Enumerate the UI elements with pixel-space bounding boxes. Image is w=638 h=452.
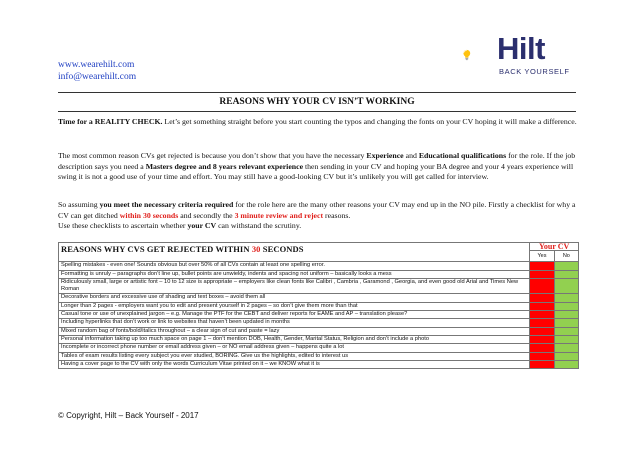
yes-checkbox[interactable] — [530, 278, 554, 294]
logo-tagline: BACK YOURSELF — [499, 67, 570, 76]
p2-experience: Experience — [366, 151, 404, 160]
yes-checkbox[interactable] — [530, 352, 554, 360]
document-title: REASONS WHY YOUR CV ISN’T WORKING — [58, 92, 576, 112]
email-link[interactable]: info@wearehilt.com — [58, 72, 137, 82]
logo-name: Hilt — [497, 31, 545, 66]
no-checkbox[interactable] — [554, 278, 578, 294]
checklist-intro-paragraph — [58, 200, 580, 232]
no-checkbox[interactable] — [554, 344, 578, 352]
p3-three-minute: 3 minute review and reject — [234, 210, 324, 220]
rejection-reason-paragraph — [58, 151, 580, 183]
table-row — [59, 270, 579, 278]
yes-column-header: Yes — [530, 251, 554, 262]
table-row — [59, 327, 579, 335]
no-checkbox[interactable] — [554, 360, 578, 368]
yes-checkbox[interactable] — [530, 344, 554, 352]
p3-text-h: Use these checklists to ascertain whether — [58, 221, 188, 230]
p3-text-e: and secondly the — [178, 210, 235, 220]
no-checkbox[interactable] — [554, 294, 578, 302]
p3-your-cv: your CV — [187, 221, 217, 230]
yes-checkbox[interactable] — [530, 262, 554, 270]
table-heading — [59, 243, 530, 262]
table-row — [59, 335, 579, 343]
row-reason: Spelling mistakes - even one! Sounds obvious but over 50% of all CVs contain at least one spelling error. — [59, 262, 530, 270]
yes-checkbox[interactable] — [530, 335, 554, 343]
p2-text-e: for the role. If the job description says you need a — [58, 151, 576, 171]
no-checkbox[interactable] — [554, 262, 578, 270]
yes-checkbox[interactable] — [530, 360, 554, 368]
row-reason: Including hyperlinks that don’t work or link to websites that haven’t been updated in months — [59, 319, 530, 327]
table-row — [59, 302, 579, 310]
table-row — [59, 319, 579, 327]
p2-text-g: then sending in your CV and hoping your BA degree and your 4 years experience will swing it is not a good use of your time and effort. You may still have a good-looking CV but it’s unlikely you will get called for interview. — [58, 161, 574, 181]
table-row — [59, 352, 579, 360]
no-checkbox[interactable] — [554, 327, 578, 335]
row-reason: Longer than 2 pages - employers want you to edit and present yourself in 2 pages – so don’t give them more than that — [59, 302, 530, 310]
row-reason: Having a cover page to the CV with only the words Curriculum Vitae printed on it – we KNOW what it is — [59, 360, 530, 368]
yes-checkbox[interactable] — [530, 294, 554, 302]
copyright-footer: © Copyright, Hilt – Back Yourself - 2017 — [58, 411, 199, 420]
website-link[interactable]: www.wearehilt.com — [58, 60, 135, 70]
reality-check-lead: Time for a REALITY CHECK. — [58, 117, 163, 126]
table-heading-thirty: 30 — [251, 244, 261, 254]
yes-checkbox[interactable] — [530, 311, 554, 319]
no-checkbox[interactable] — [554, 335, 578, 343]
row-reason: Ridiculously small, large or artistic font – 10 to 12 size is appropriate – employers like clean fonts like Calibri , Cambria , Garamond , Georgia, and even good old Arial and Times New Roman — [59, 278, 530, 294]
p2-qualifications: Educational qualifications — [418, 151, 507, 160]
table-row — [59, 344, 579, 352]
row-reason: Mixed random bag of fonts/bold/italics throughout – a clear sign of cut and paste = lazy — [59, 327, 530, 335]
row-reason: Casual tone or use of unexplained jargon – e.g. Manage the PTF for the CEBT and deliver reports for EAME and AP – translation please? — [59, 311, 530, 319]
table-row — [59, 278, 579, 294]
p3-thirty-seconds: within 30 seconds — [119, 210, 179, 220]
row-reason: Tables of exam results listing every subject you ever studied, BORING. Give us the highlights, edited to interest us — [59, 352, 530, 360]
contact-block — [58, 59, 136, 83]
p3-criteria: you meet the necessary criteria required — [99, 200, 234, 209]
yes-checkbox[interactable] — [530, 270, 554, 278]
no-checkbox[interactable] — [554, 270, 578, 278]
table-row — [59, 360, 579, 368]
no-column-header: No — [554, 251, 578, 262]
intro-text: Let’s get something straight before you start counting the typos and changing the fonts on your CV hoping it will make a difference. — [162, 117, 577, 126]
lightbulb-logo-icon — [462, 33, 496, 77]
table-row — [59, 262, 579, 270]
yes-checkbox[interactable] — [530, 327, 554, 335]
p2-text-c: and — [403, 151, 419, 160]
no-checkbox[interactable] — [554, 352, 578, 360]
row-reason: Incomplete or incorrect phone number or email address given – or NO email address given – happens quite a lot — [59, 344, 530, 352]
p3-text-j: can withstand the scrutiny. — [216, 221, 302, 230]
table-heading-c: SECONDS — [260, 244, 304, 254]
p2-requirement: Masters degree and 8 years relevant experience — [145, 161, 304, 171]
rejection-checklist-table — [58, 242, 579, 369]
checklist-rows — [59, 262, 579, 369]
row-reason: Formatting is unruly – paragraphs don’t line up, bullet points are unwieldy, indents and spacing not uniform – basically looks a mess — [59, 270, 530, 278]
p3-text-c: for the role here are the many other reasons your CV may end up in the NO pile. Firstly a checklist for why a CV can get ditched — [58, 200, 576, 220]
table-row — [59, 311, 579, 319]
p3-text-a: So assuming — [58, 200, 100, 209]
no-checkbox[interactable] — [554, 319, 578, 327]
p2-text-a: The most common reason CVs get rejected is because you don’t show that you have the necessary — [58, 151, 367, 160]
no-checkbox[interactable] — [554, 302, 578, 310]
intro-paragraph — [58, 117, 580, 128]
row-reason: Decorative borders and excessive use of shading and text boxes – avoid them all — [59, 294, 530, 302]
table-row — [59, 294, 579, 302]
no-checkbox[interactable] — [554, 311, 578, 319]
table-heading-a: REASONS WHY CVS GET REJECTED WITHIN — [61, 244, 252, 254]
p3-text-g: reasons. — [323, 210, 351, 220]
yes-checkbox[interactable] — [530, 302, 554, 310]
yes-checkbox[interactable] — [530, 319, 554, 327]
your-cv-header: Your CV — [530, 243, 579, 251]
row-reason: Personal information taking up too much space on page 1 – don’t mention DOB, Health, Gender, Marital Status, Religion and don’t include a photo — [59, 335, 530, 343]
